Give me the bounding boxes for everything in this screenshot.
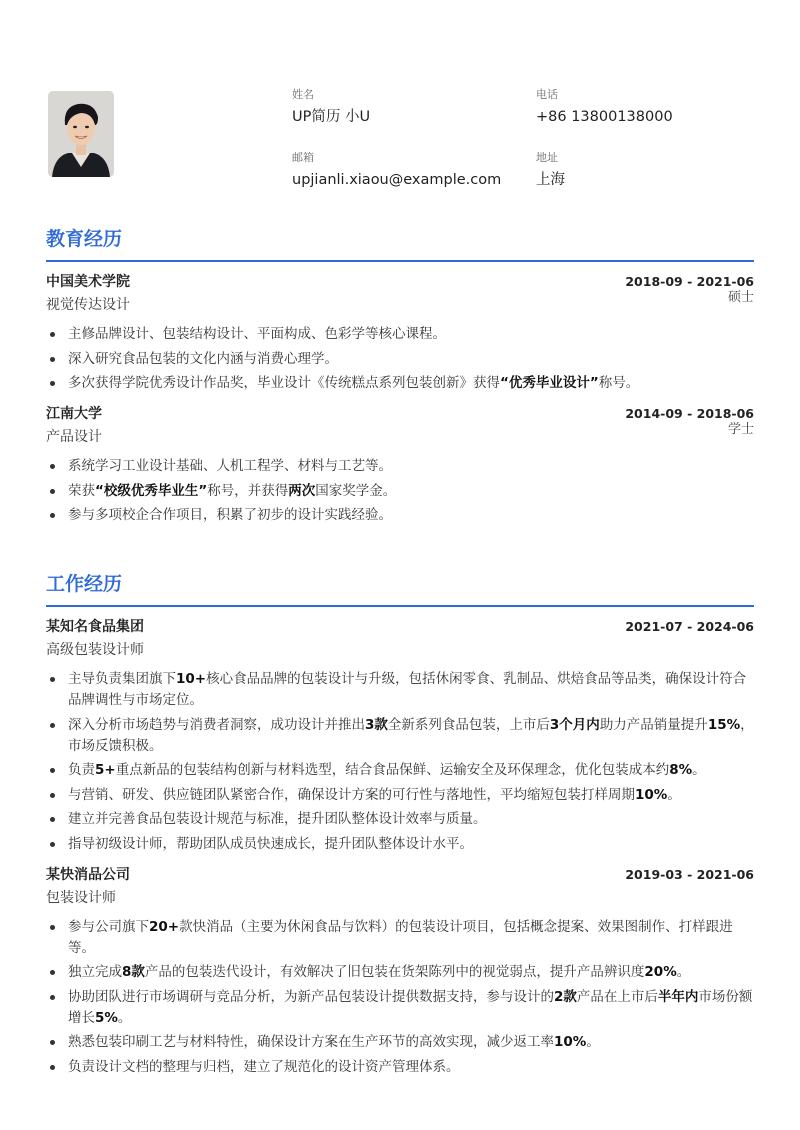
name-value: UP简历 小U xyxy=(292,109,371,125)
address-label: 地址 xyxy=(536,151,558,164)
bullet-item: 与营销、研发、供应链团队紧密合作，确保设计方案的可行性与落地性，平均缩短包装打样周期10%。 xyxy=(46,785,754,806)
phone-value: +86 13800138000 xyxy=(536,109,673,125)
bullet-list xyxy=(46,324,754,394)
email-value: upjianli.xiaou@example.com xyxy=(292,172,502,188)
bullet-item: 负责设计文档的整理与归档，建立了规范化的设计资产管理体系。 xyxy=(46,1057,754,1078)
company-name: 某快消品公司 xyxy=(46,866,130,883)
email-label: 邮箱 xyxy=(292,151,314,164)
avatar-photo-icon xyxy=(48,91,114,177)
date-range: 2021-07 - 2024-06 xyxy=(625,619,754,634)
email-field xyxy=(292,151,501,191)
company-name: 某知名食品集团 xyxy=(46,619,144,635)
address-value: 上海 xyxy=(536,172,565,188)
bullet-item: 参与公司旗下20+款快消品（主要为休闲食品与饮料）的包装设计项目，包括概念提案、效果图制作、打样跟进等。 xyxy=(46,917,754,959)
bullet-item: 深入研究食品包装的文化内涵与消费心理学。 xyxy=(46,349,754,370)
date-range: 2018-09 - 2021-06 xyxy=(625,274,754,289)
degree: 硕士 xyxy=(727,290,754,305)
bullet-item: 指导初级设计师，帮助团队成员快速成长，提升团队整体设计水平。 xyxy=(46,834,754,855)
work-section xyxy=(46,571,754,1081)
bullet-item: 独立完成8款产品的包装迭代设计，有效解决了旧包装在货架陈列中的视觉弱点，提升产品辨识度20%。 xyxy=(46,962,754,983)
bullet-item: 深入分析市场趋势与消费者洞察，成功设计并推出3款全新系列食品包装，上市后3个月内助力产品销量提升15%，市场反馈积极。 xyxy=(46,715,754,757)
work-entry xyxy=(46,865,754,1078)
address-field xyxy=(536,151,565,191)
bullet-item: 参与多项校企合作项目，积累了初步的设计实践经验。 xyxy=(46,505,754,526)
phone-label: 电话 xyxy=(536,88,558,101)
bullet-item: 多次获得学院优秀设计作品奖，毕业设计《传统糕点系列包装创新》获得“优秀毕业设计”称号。 xyxy=(46,373,754,394)
work-entry xyxy=(46,617,754,855)
bullet-list xyxy=(46,917,754,1078)
name-label: 姓名 xyxy=(292,88,314,101)
bullet-list xyxy=(46,669,754,855)
major: 视觉传达设计 xyxy=(46,297,130,313)
bullet-item: 负责5+重点新品的包装结构创新与材料选型，结合食品保鲜、运输安全及环保理念，优化包装成本约8%。 xyxy=(46,760,754,781)
job-title: 包装设计师 xyxy=(46,889,116,906)
avatar xyxy=(48,91,114,177)
profile-header xyxy=(46,88,754,188)
bullet-item: 主修品牌设计、包装结构设计、平面构成、色彩学等核心课程。 xyxy=(46,324,754,345)
major: 产品设计 xyxy=(46,429,102,445)
date-range: 2019-03 - 2021-06 xyxy=(625,866,754,882)
bullet-item: 荣获“校级优秀毕业生”称号，并获得两次国家奖学金。 xyxy=(46,481,754,502)
bullet-item: 建立并完善食品包装设计规范与标准，提升团队整体设计效率与质量。 xyxy=(46,809,754,830)
section-title-education: 教育经历 xyxy=(46,226,754,262)
bullet-item: 熟悉包装印刷工艺与材料特性，确保设计方案在生产环节的高效实现，减少返工率10%。 xyxy=(46,1032,754,1053)
bullet-list xyxy=(46,456,754,526)
school-name: 中国美术学院 xyxy=(46,274,130,290)
bullet-item: 系统学习工业设计基础、人机工程学、材料与工艺等。 xyxy=(46,456,754,477)
education-entry xyxy=(46,404,754,526)
name-field xyxy=(292,88,370,128)
date-range: 2014-09 - 2018-06 xyxy=(625,406,754,421)
section-title-work: 工作经历 xyxy=(46,571,754,607)
education-entry xyxy=(46,272,754,394)
phone-field xyxy=(536,88,673,128)
degree: 学士 xyxy=(727,422,754,437)
education-section xyxy=(46,226,754,530)
job-title: 高级包装设计师 xyxy=(46,642,144,658)
bullet-item: 协助团队进行市场调研与竞品分析，为新产品包装设计提供数据支持，参与设计的2款产品在上市后半年内市场份额增长5%。 xyxy=(46,987,754,1029)
school-name: 江南大学 xyxy=(46,406,102,422)
bullet-item: 主导负责集团旗下10+核心食品品牌的包装设计与升级，包括休闲零食、乳制品、烘焙食品等品类，确保设计符合品牌调性与市场定位。 xyxy=(46,669,754,711)
